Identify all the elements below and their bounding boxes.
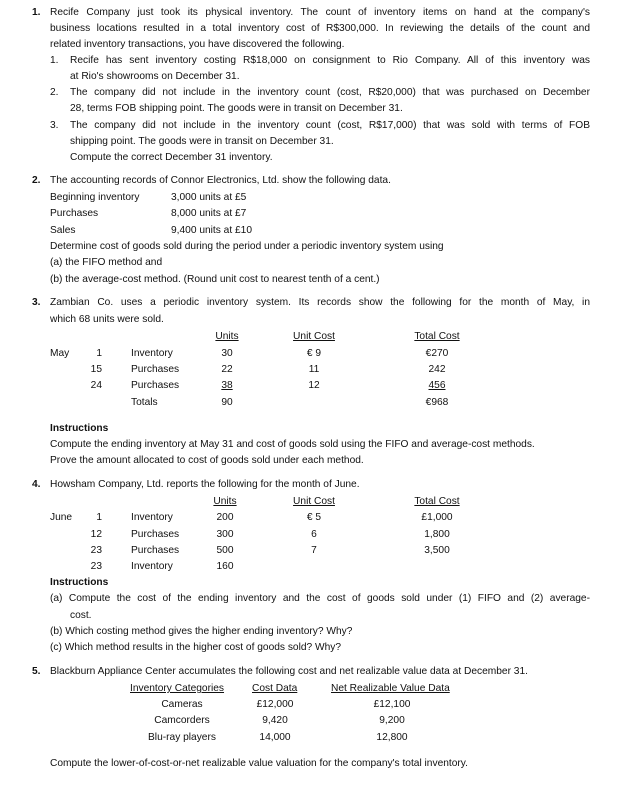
p3-row-day: 1	[96, 348, 102, 359]
p3-row-total: 242	[428, 364, 446, 375]
p1-item-1-line-1: Recife has sent inventory costing R$18,000 on consignment to Rio Company. All of this inventory was	[70, 55, 590, 66]
p4-row-units: 300	[216, 529, 234, 540]
p5-header-nrv: Net Realizable Value Data	[331, 683, 450, 694]
p4-row-day: 1	[96, 512, 102, 523]
p3-instructions-line-2: Prove the amount allocated to cost of goods sold under each method.	[50, 455, 364, 466]
problem-4-intro: Howsham Company, Ltd. reports the following for the month of June.	[50, 479, 360, 490]
problem-1-number: 1.	[32, 7, 41, 18]
p4-header-units: Units	[213, 496, 237, 507]
p3-row-units: 30	[221, 348, 233, 359]
p5-row-category: Cameras	[161, 699, 203, 710]
p5-row-category: Blu-ray players	[148, 732, 216, 743]
p2-row-label: Beginning inventory	[50, 192, 140, 203]
p4-row-total: 1,800	[424, 529, 450, 540]
p4-row-desc: Inventory	[131, 561, 173, 572]
p2-row-label: Sales	[50, 225, 76, 236]
problem-5-number: 5.	[32, 666, 41, 677]
p4-row-unit-cost: 7	[311, 545, 317, 556]
p4-header-unit-cost: Unit Cost	[293, 496, 335, 507]
p1-question: Compute the correct December 31 inventory.	[70, 152, 273, 163]
p3-row-desc: Purchases	[131, 364, 180, 375]
problem-2-number: 2.	[32, 175, 41, 186]
p4-row-day: 12	[90, 529, 102, 540]
p3-row-day: 24	[90, 380, 102, 391]
p3-row-total: 456	[428, 380, 446, 391]
p3-totals-total: €968	[425, 397, 449, 408]
p3-row-units: 22	[221, 364, 233, 375]
p2-row-value: 9,400 units at £10	[171, 225, 252, 236]
problem-3-number: 3.	[32, 297, 41, 308]
p2-part-b: (b) the average-cost method. (Round unit cost to nearest tenth of a cent.)	[50, 274, 380, 285]
p5-row-cost: 9,420	[262, 715, 288, 726]
p4-row-units: 200	[216, 512, 234, 523]
p3-row-day: 15	[90, 364, 102, 375]
p3-totals-units: 90	[221, 397, 233, 408]
p4-row-units: 500	[216, 545, 234, 556]
p1-item-1-line-2: at Rio's showrooms on December 31.	[70, 71, 240, 82]
p4-row-day: 23	[90, 561, 102, 572]
problem-3-line-1: Zambian Co. uses a periodic inventory system. Its records show the following for the month of May, in	[50, 297, 590, 308]
p3-header-total-cost: Total Cost	[414, 331, 460, 342]
p3-instructions-title: Instructions	[50, 423, 109, 434]
p5-header-categories: Inventory Categories	[130, 683, 225, 694]
p3-row-desc: Inventory	[131, 348, 173, 359]
p3-row-desc: Purchases	[131, 380, 180, 391]
problem-1-line-2: business locations resulted in a total inventory cost of R$300,000. In reviewing the details of the count and	[50, 23, 590, 34]
problem-2-intro: The accounting records of Connor Electronics, Ltd. show the following data.	[50, 175, 391, 186]
p3-instructions-line-1: Compute the ending inventory at May 31 and cost of goods sold using the FIFO and average-cost methods.	[50, 439, 535, 450]
p4-part-c: (c) Which method results in the higher cost of goods sold? Why?	[50, 642, 342, 653]
p5-row-nrv: 9,200	[379, 715, 405, 726]
p3-header-units: Units	[215, 331, 239, 342]
p2-row-value: 3,000 units at £5	[171, 192, 247, 203]
p3-row-units: 38	[221, 380, 233, 391]
p4-row-desc: Purchases	[131, 545, 180, 556]
p4-instructions-title: Instructions	[50, 577, 109, 588]
p4-row-desc: Purchases	[131, 529, 180, 540]
p4-row-unit-cost: € 5	[306, 512, 322, 523]
p3-header-unit-cost: Unit Cost	[293, 331, 335, 342]
p4-part-b: (b) Which costing method gives the higher ending inventory? Why?	[50, 626, 353, 637]
p1-item-1-number: 1.	[50, 55, 59, 66]
problem-3-line-2: which 68 units were sold.	[50, 314, 164, 325]
p4-part-a-line-1: (a) Compute the cost of the ending inventory and the cost of goods sold under (1) FIFO and (2) average-	[50, 593, 590, 604]
p3-row-unit-cost: 11	[308, 364, 320, 375]
p1-item-3-number: 3.	[50, 120, 59, 131]
p3-row-total: €270	[425, 348, 449, 359]
p3-row-unit-cost: 12	[308, 380, 320, 391]
p1-item-3-line-2: shipping point. The goods were in transit on December 31.	[70, 136, 334, 147]
p5-header-cost: Cost Data	[252, 683, 298, 694]
p5-row-cost: 14,000	[259, 732, 291, 743]
p4-row-total: £1,000	[421, 512, 453, 523]
p1-item-3-line-1: The company did not include in the inventory count (cost, R$17,000) that was sold with terms of FOB	[70, 120, 590, 131]
p4-row-total: 3,500	[424, 545, 450, 556]
problem-1-line-1: Recife Company just took its physical inventory. The count of inventory items on hand at the company's	[50, 7, 590, 18]
p5-row-nrv: £12,100	[373, 699, 411, 710]
p2-row-label: Purchases	[50, 208, 99, 219]
problem-4-number: 4.	[32, 479, 41, 490]
p2-row-value: 8,000 units at £7	[171, 208, 247, 219]
problem-5-intro: Blackburn Appliance Center accumulates the following cost and net realizable value data at December 31.	[50, 666, 528, 677]
p5-question: Compute the lower-of-cost-or-net realizable value valuation for the company's total inventory.	[50, 758, 468, 769]
p3-row-month: May	[50, 348, 70, 359]
p4-row-desc: Inventory	[131, 512, 173, 523]
p5-row-nrv: 12,800	[376, 732, 408, 743]
p2-part-a: (a) the FIFO method and	[50, 257, 163, 268]
p4-part-a-line-2: cost.	[70, 610, 92, 621]
p1-item-2-line-2: 28, terms FOB shipping point. The goods were in transit on December 31.	[70, 103, 403, 114]
p4-header-total-cost: Total Cost	[414, 496, 460, 507]
p1-item-2-number: 2.	[50, 87, 59, 98]
p3-totals-label: Totals	[131, 397, 158, 408]
p5-row-cost: £12,000	[256, 699, 294, 710]
p4-row-day: 23	[90, 545, 102, 556]
p3-row-unit-cost: € 9	[306, 348, 322, 359]
problem-1-line-3: related inventory transactions, you have discovered the following.	[50, 39, 345, 50]
p1-item-2-line-1: The company did not include in the inventory count (cost, R$20,000) that was purchased on December	[70, 87, 590, 98]
p4-row-unit-cost: 6	[311, 529, 317, 540]
p2-question: Determine cost of goods sold during the period under a periodic inventory system using	[50, 241, 444, 252]
p5-row-category: Camcorders	[154, 715, 210, 726]
p4-row-month: June	[50, 512, 73, 523]
p4-row-units: 160	[216, 561, 234, 572]
